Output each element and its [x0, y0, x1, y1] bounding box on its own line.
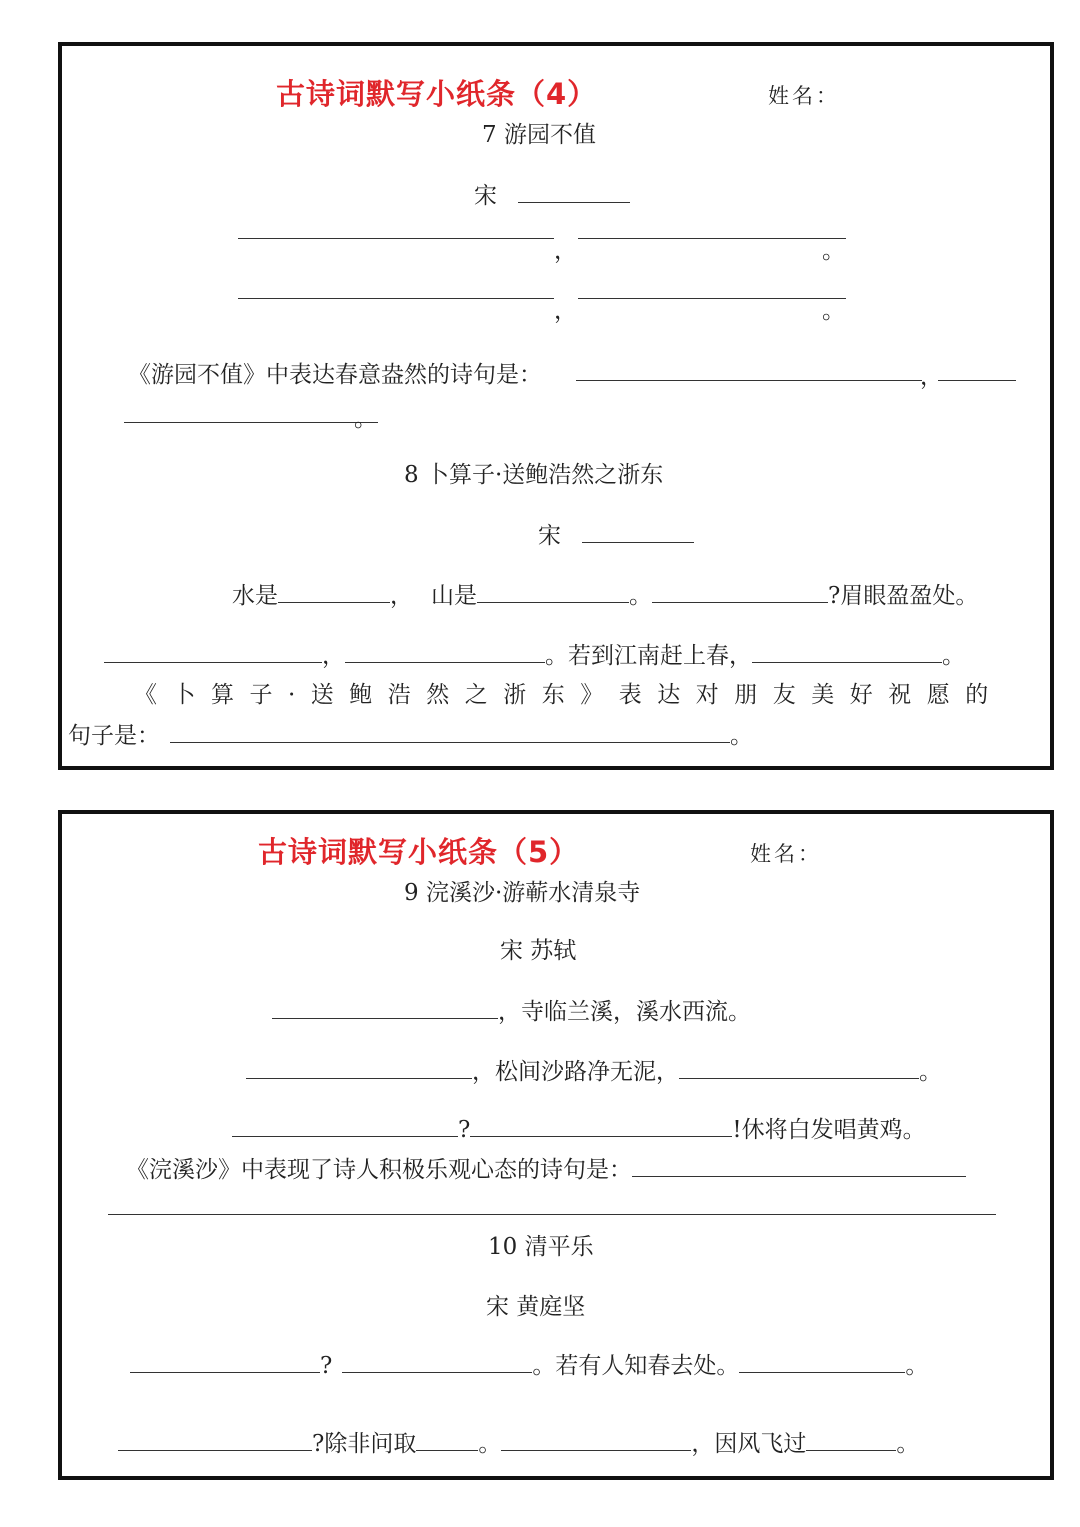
verse-text: 。若到江南赶上春，	[545, 643, 752, 669]
verse-text: 。	[478, 1431, 502, 1457]
verse-row	[118, 1424, 919, 1458]
author-10: 宋 黄庭坚	[486, 1294, 586, 1320]
verse-blank[interactable]	[246, 1052, 472, 1079]
dictation-card-4	[58, 42, 1054, 770]
period: 。	[354, 406, 377, 432]
name-label: 姓名：	[750, 842, 822, 866]
verse-text: ，松间沙路净无泥，	[472, 1059, 679, 1085]
verse-text: ?	[320, 1353, 333, 1379]
answer-blank[interactable]	[632, 1150, 966, 1177]
author-blank[interactable]	[582, 516, 694, 543]
verse-row	[232, 1110, 926, 1144]
verse-row	[232, 576, 978, 610]
poem-heading-8: 8 卜算子·送鲍浩然之浙东	[404, 462, 664, 488]
verse-text: 。	[905, 1353, 929, 1379]
author-blank[interactable]	[518, 176, 630, 203]
answer-blank[interactable]	[170, 716, 730, 743]
verse-blank[interactable]	[104, 636, 322, 663]
answer-blank[interactable]	[124, 422, 378, 423]
period: 。	[822, 238, 845, 264]
dynasty-label: 宋	[474, 183, 497, 209]
period: 。	[822, 298, 845, 324]
comma: ，	[920, 364, 943, 390]
verse-text: ，因风飞过	[691, 1431, 807, 1457]
verse-blank[interactable]	[416, 1424, 478, 1451]
question-text: 句子是：	[68, 723, 160, 749]
verse-blank[interactable]	[342, 1346, 532, 1373]
author-9: 宋 苏轼	[500, 938, 577, 964]
verse-text: 。	[942, 643, 965, 669]
poem-heading-7: 7 游园不值	[482, 122, 596, 148]
verse-text: ?除非问取	[312, 1431, 417, 1457]
verse-row	[104, 636, 965, 670]
answer-blank[interactable]	[108, 1214, 996, 1215]
verse-blank[interactable]	[130, 1346, 320, 1373]
verse-text: ，	[322, 643, 345, 669]
verse-blank[interactable]	[652, 576, 828, 603]
question-text: 《浣溪沙》中表现了诗人积极乐观心态的诗句是：	[126, 1157, 632, 1183]
verse-blank[interactable]	[806, 1424, 896, 1451]
card-title: 古诗词默写小纸条（4）	[276, 77, 598, 111]
verse-blank[interactable]	[578, 298, 846, 299]
poem-heading-9: 9 浣溪沙·游蕲水清泉寺	[404, 880, 641, 906]
verse-blank[interactable]	[345, 636, 545, 663]
verse-blank[interactable]	[118, 1424, 312, 1451]
name-label: 姓名：	[768, 84, 840, 108]
verse-text: !休将白发唱黄鸡。	[732, 1117, 926, 1143]
verse-blank[interactable]	[739, 1346, 905, 1373]
verse-text: 。	[919, 1059, 942, 1085]
verse-text: ，	[390, 583, 413, 609]
verse-blank[interactable]	[272, 992, 498, 1019]
verse-text: 。	[629, 583, 652, 609]
verse-blank[interactable]	[238, 238, 554, 239]
verse-row	[272, 992, 751, 1026]
verse-blank[interactable]	[578, 238, 846, 239]
answer-blank[interactable]	[576, 380, 922, 381]
author-row-8	[538, 516, 694, 550]
question-row	[68, 716, 753, 750]
verse-text: 。	[896, 1431, 920, 1457]
comma: ，	[554, 238, 577, 264]
verse-row	[130, 1346, 928, 1380]
question-text: 《游园不值》中表达春意盎然的诗句是：	[128, 362, 542, 388]
verse-blank[interactable]	[477, 576, 629, 603]
comma: ，	[554, 298, 577, 324]
poem-heading-10: 10 清平乐	[488, 1234, 594, 1260]
period: 。	[730, 723, 753, 749]
question-text: 《卜算子·送鲍浩然之浙东》表达对朋友美好祝愿的	[134, 682, 1004, 708]
dictation-card-5	[58, 810, 1054, 1480]
verse-blank[interactable]	[470, 1110, 732, 1137]
verse-blank[interactable]	[679, 1052, 919, 1079]
verse-row	[246, 1052, 942, 1086]
verse-blank[interactable]	[752, 636, 942, 663]
answer-blank[interactable]	[938, 380, 1016, 381]
verse-text: ，寺临兰溪，溪水西流。	[498, 999, 751, 1025]
author-row-7	[474, 176, 630, 210]
verse-blank[interactable]	[238, 298, 554, 299]
verse-text: ?眉眼盈盈处。	[828, 583, 979, 609]
verse-text: 水是	[232, 583, 278, 609]
verse-blank[interactable]	[501, 1424, 691, 1451]
verse-text: 山是	[431, 583, 477, 609]
question-row	[126, 1150, 966, 1184]
verse-text: 。若有人知春去处。	[532, 1353, 740, 1379]
verse-blank[interactable]	[232, 1110, 458, 1137]
dynasty-label: 宋	[538, 523, 561, 549]
verse-text: ?	[458, 1117, 471, 1143]
card-title: 古诗词默写小纸条（5）	[258, 835, 580, 869]
verse-blank[interactable]	[278, 576, 390, 603]
